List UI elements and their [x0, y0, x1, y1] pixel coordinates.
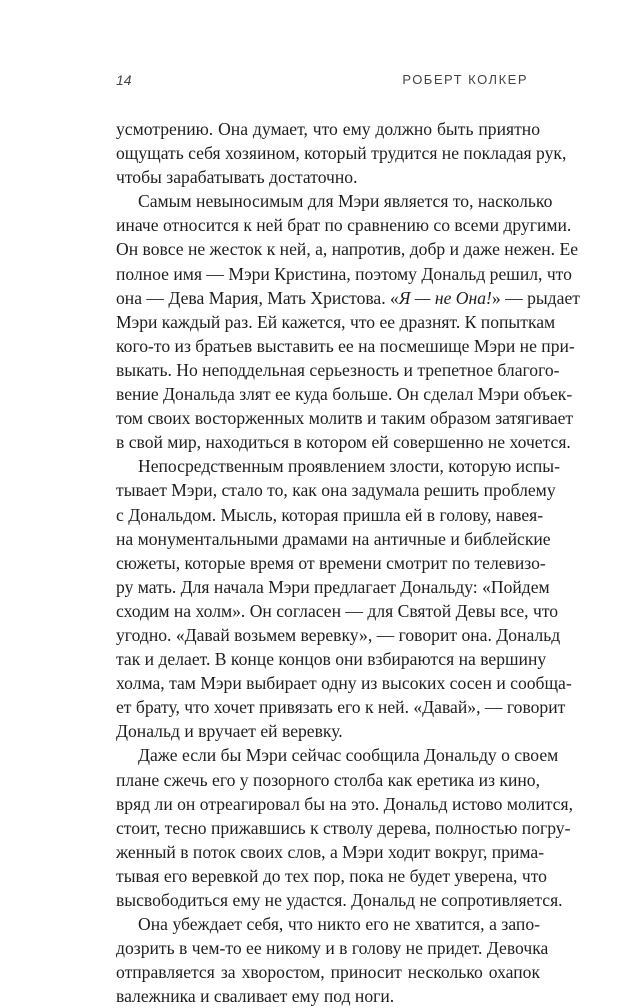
text-line: чтобы зарабатывать достаточно. — [116, 167, 358, 188]
text-line: Мэри каждый раз. Ей кажется, что ее дразнят. К попыткам — [116, 311, 556, 332]
text-run: она — Дева Мария, Мать Христова. « — [116, 287, 399, 308]
text-line: отправляется за хворостом, приносит несколько охапок — [116, 962, 540, 983]
text-line: холма, там Мэри выбирает одну из высоких сосен и сообща- — [116, 673, 572, 694]
text-line: женный в поток своих слов, а Мэри ходит вокруг, прима- — [116, 841, 545, 862]
text-line: усмотрению. Она думает, что ему должно быть приятно — [116, 119, 540, 139]
page-header — [116, 72, 528, 92]
text-line: Даже если бы Мэри сейчас сообщила Дональду о своем — [138, 745, 559, 766]
text-line — [116, 286, 580, 310]
emphasis-text: Я — не Она! — [398, 287, 492, 308]
text-line: Самым невыносимым для Мэри является то, насколько — [138, 191, 553, 212]
text-line: с Дональдом. Мысль, которая пришла ей в голову, навея- — [116, 504, 544, 525]
text-line: кого-то из братьев выставить ее на посмешище Мэри не при- — [116, 335, 575, 356]
text-line: вряд ли он отреагировал бы на это. Дональд истово молится, — [116, 793, 573, 814]
text-line: тывая его веревкой до тех пор, пока не будет уверена, что — [116, 865, 547, 886]
text-line: ру мать. Для начала Мэри предлагает Дональду: «Пойдем — [116, 576, 550, 597]
text-line: угодно. «Давай возьмем веревку», — говорит она. Дональд — [116, 624, 561, 645]
text-run: » — рыдает — [491, 287, 580, 308]
text-line: плане сжечь его у позорного столба как еретика из кино, — [116, 769, 540, 790]
text-line: дозрить в чем-то ее никому и в голову не придет. Девочка — [116, 938, 549, 959]
running-title: РОБЕРТ КОЛКЕР — [402, 72, 528, 87]
text-line: том своих восторженных молитв и таким образом затягивает — [116, 408, 574, 429]
text-line: сходим на холм». Он согласен — для Святой Девы все, что — [116, 600, 559, 621]
text-line: в свой мир, находиться в котором ей совершенно не хочется. — [116, 432, 571, 453]
text-line: на монументальными драмами на античные и библейские — [116, 528, 551, 549]
text-line: Он вовсе не жесток к ней, а, напротив, добр и даже нежен. Ее — [116, 239, 579, 260]
text-line: тывает Мэри, стало то, как она задумала решить проблему — [116, 480, 556, 501]
text-line: Дональд и вручает ей веревку. — [116, 721, 343, 742]
text-line: ет брату, что хочет привязать его к ней. «Давай», — говорит — [116, 697, 566, 718]
text-line: Непосредственным проявлением злости, которую испы- — [138, 456, 560, 477]
text-line: сюжеты, которые время от времени смотрит по телевизо- — [116, 552, 546, 573]
text-line: так и делает. В конце концов они взбираются на вершину — [116, 649, 547, 670]
text-line: иначе относится к ней брат по сравнению со всеми другими. — [116, 215, 572, 236]
text-line: валежника и сваливает ему под ноги. — [116, 986, 395, 1007]
body-text — [116, 117, 580, 1008]
text-line: высвободиться ему не удастся. Дональд не сопротивляется. — [116, 890, 563, 910]
text-line: Она убеждает себя, что никто его не хватится, а запо- — [138, 914, 540, 935]
page-number: 14 — [116, 72, 132, 88]
text-line: вение Дональда злят ее куда больше. Он сделал Мэри объек- — [116, 384, 573, 405]
text-line: ощущать себя хозяином, который трудится не покладая рук, — [116, 143, 567, 164]
text-line: выкать. Но неподдельная серьезность и трепетное благого- — [116, 359, 560, 380]
text-line: полное имя — Мэри Кристина, поэтому Дональд решил, что — [116, 263, 572, 284]
text-line: стоит, тесно прижавшись к стволу дерева, полностью погру- — [116, 817, 571, 838]
